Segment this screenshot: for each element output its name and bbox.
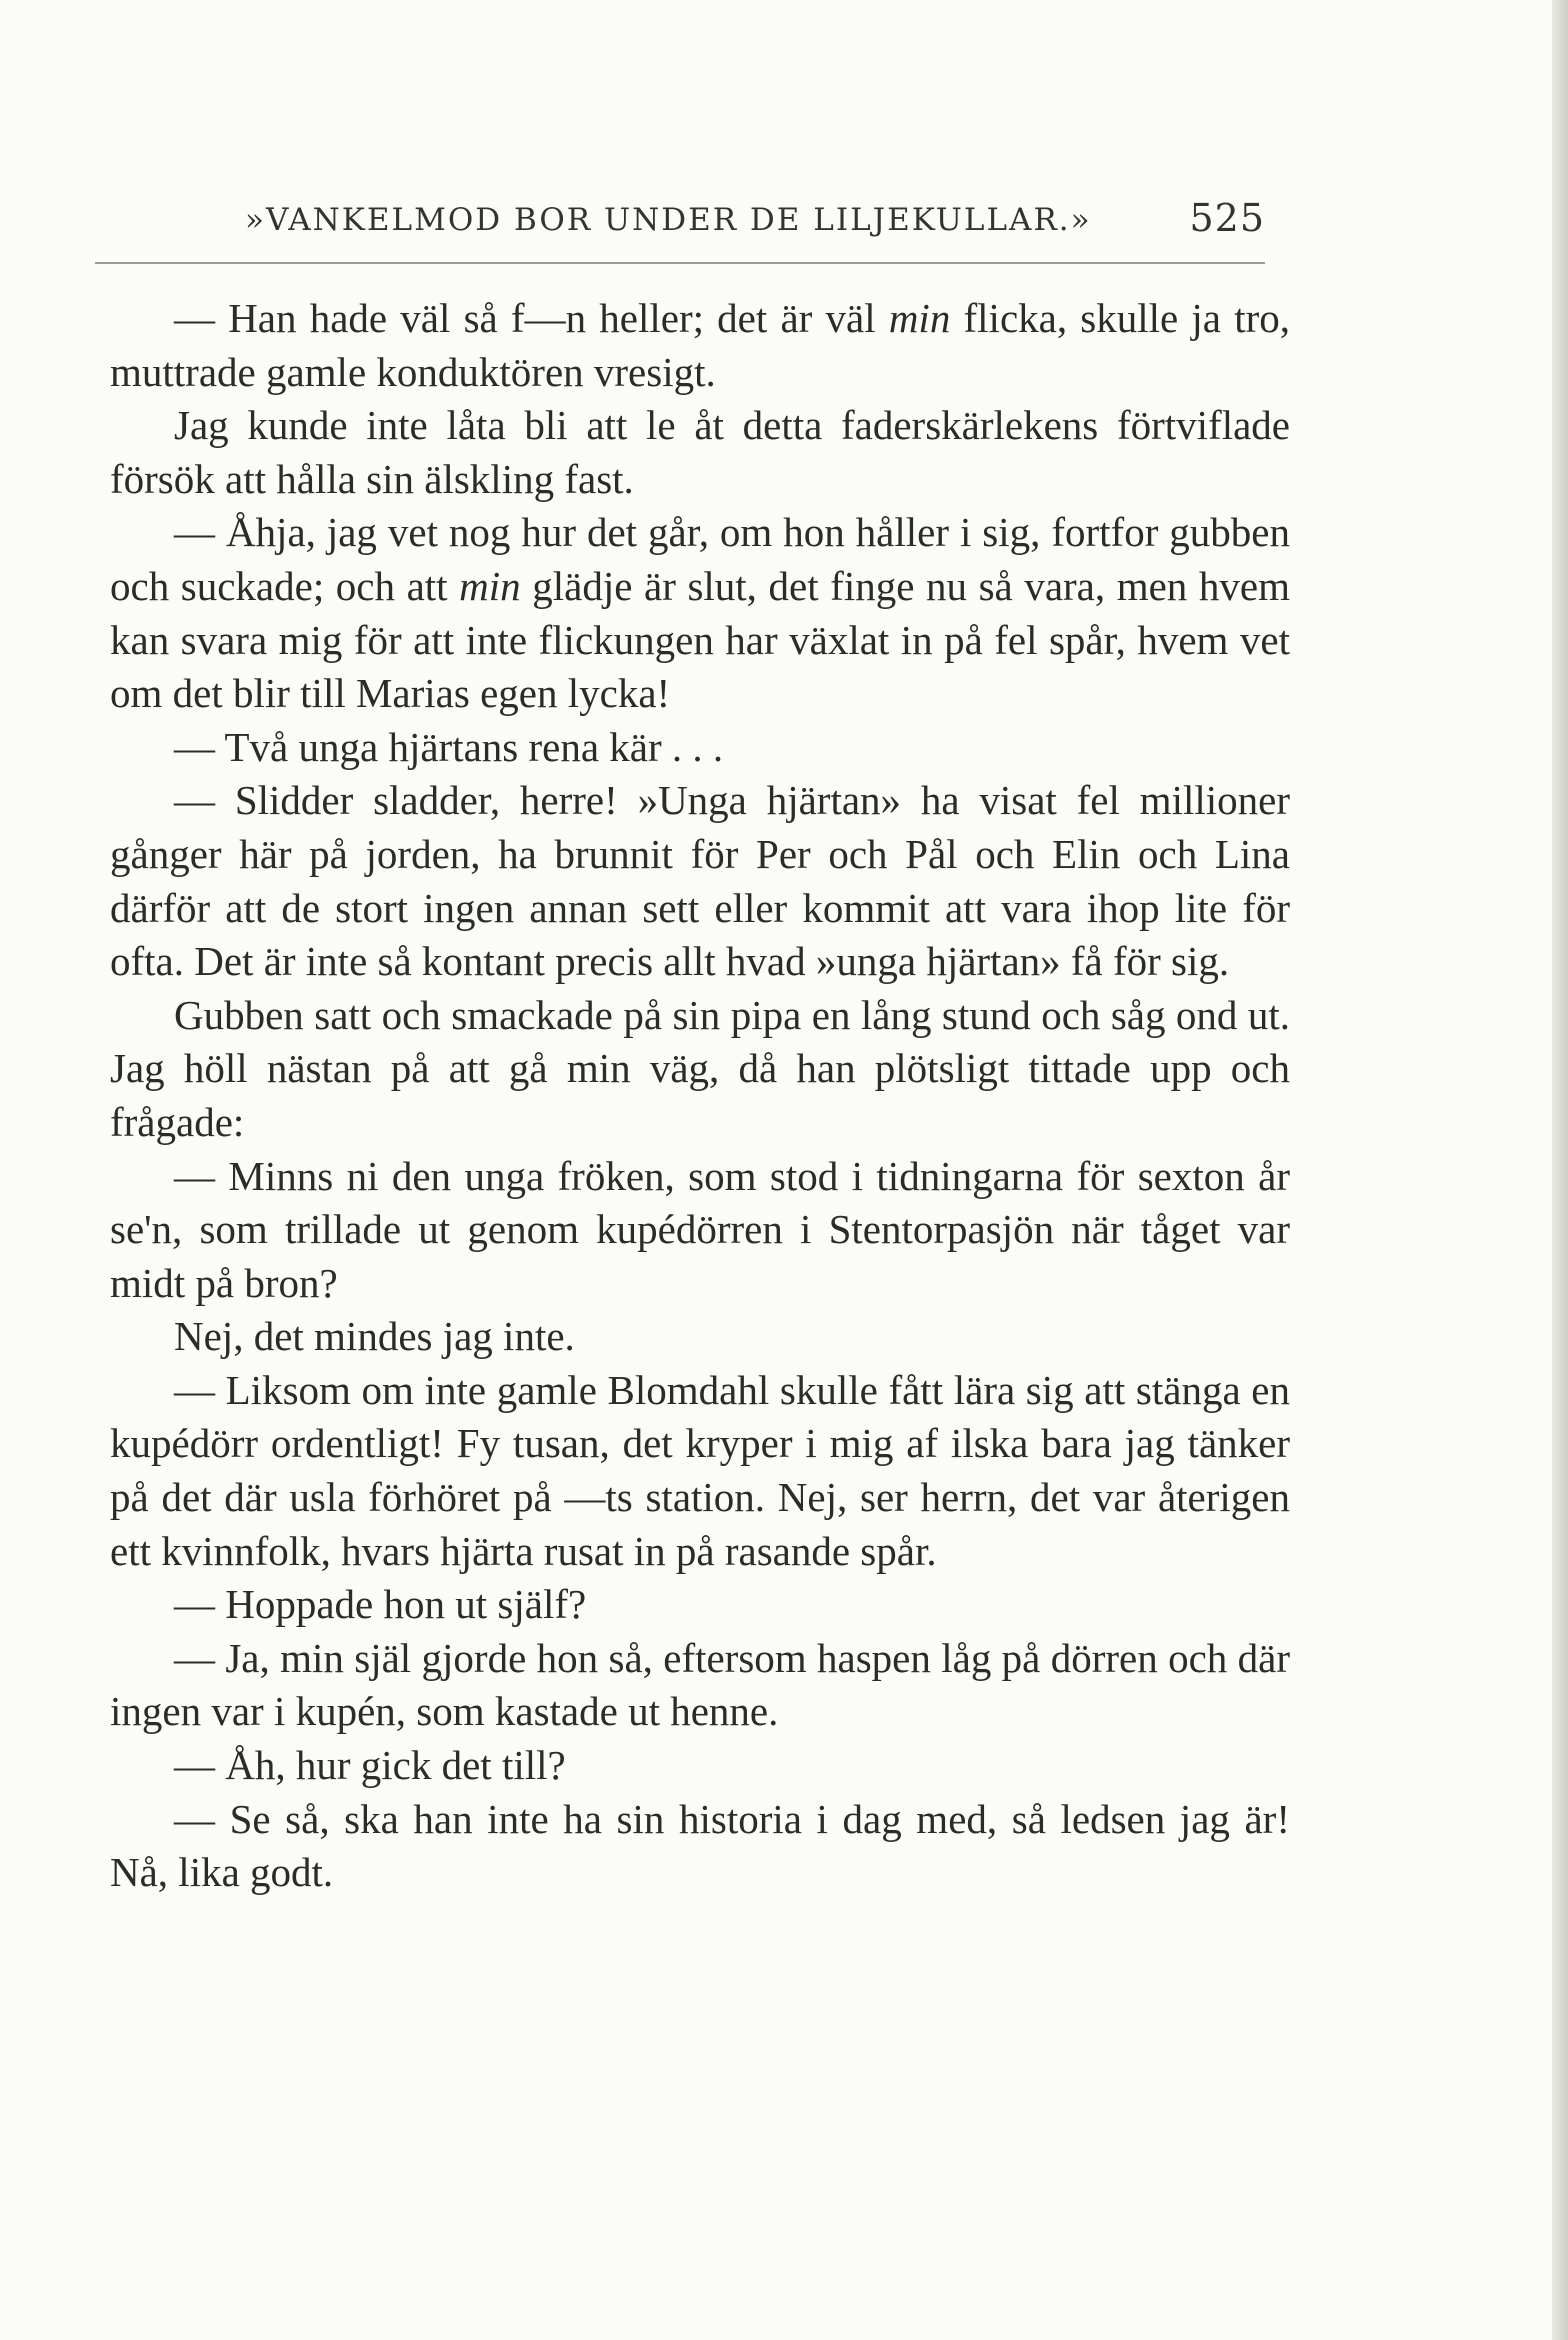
paragraph-5: — Slidder sladder, herre! »Unga hjärtan» ha visat fel millioner gånger här på jorden, ha brunnit för Per och Pål och Elin och Lina därför att de stort ingen annan sett eller kommit att vara ihop lite för ofta. Det är inte så kontant precis allt hvad »unga hjärtan» få för sig. [110, 777, 1290, 985]
running-head: »VANKELMOD BOR UNDER DE LILJEKULLAR.» [245, 202, 1092, 238]
body-text [110, 292, 1290, 1900]
emphasis-min: min [888, 295, 951, 341]
paragraph-13: — Se så, ska han inte ha sin historia i dag med, så ledsen jag är! Nå, lika godt. [110, 1795, 1290, 1896]
page-header [95, 190, 1265, 250]
paragraph-11: — Ja, min själ gjorde hon så, eftersom haspen låg på dörren och där ingen var i kupén, som kastade ut henne. [110, 1634, 1290, 1735]
paragraph-7: — Minns ni den unga fröken, som stod i tidningarna för sexton år se'n, som trillade ut genom kupédörren i Stentorpasjön när tåget var midt på bron? [110, 1152, 1290, 1306]
paragraph-1: — Han hade väl så f—n heller; det är väl min flicka, skulle ja tro, muttrade gamle konduktören vresigt. [110, 295, 1290, 395]
paragraph-4: — Två unga hjärtans rena kär . . . [174, 723, 724, 770]
header-rule [95, 262, 1265, 264]
paragraph-12: — Åh, hur gick det till? [174, 1742, 566, 1789]
emphasis-min: min [459, 562, 521, 609]
paragraph-9: — Liksom om inte gamle Blomdahl skulle fått lära sig att stänga en kupédörr ordentligt! Fy tusan, det kryper i mig af ilska bara jag tänker på det där usla förhöret på —ts station. Nej, ser herrn, det var återigen ett kvinnfolk, hvars hjärta rusat in på rasande spår. [110, 1366, 1290, 1574]
paragraph-6: Gubben satt och smackade på sin pipa en lång stund och såg ond ut. Jag höll nästan på att gå min väg, då han plötsligt tittade upp och frågade: [110, 991, 1290, 1145]
page-number: 525 [1189, 196, 1265, 240]
page-edge [1552, 0, 1568, 2340]
paragraph-8: Nej, det mindes jag inte. [174, 1313, 575, 1360]
paragraph-3: — Åhja, jag vet nog hur det går, om hon håller i sig, fortfor gubben och suckade; och att min glädje är slut, det finge nu så vara, men hvem kan svara mig för att inte flickungen har växlat in på fel spår, hvem vet om det blir till Marias egen lycka! [110, 509, 1290, 717]
paragraph-10: — Hoppade hon ut själf? [174, 1581, 587, 1628]
paragraph-2: Jag kunde inte låta bli att le åt detta faderskärlekens förtviflade försök att hålla sin älskling fast. [110, 402, 1290, 502]
